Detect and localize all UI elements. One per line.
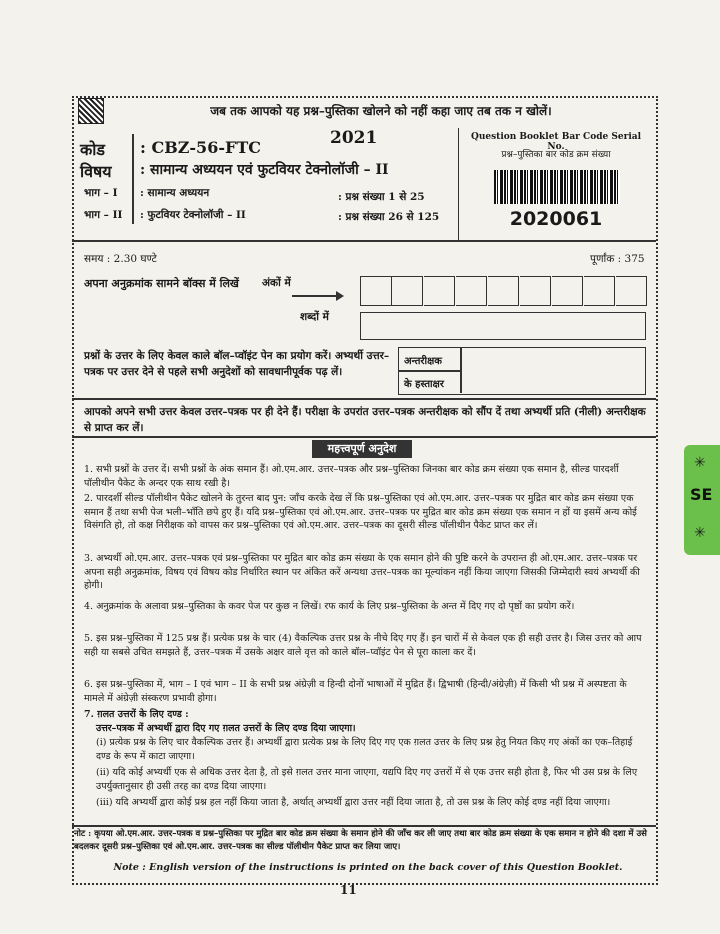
roll-words-box[interactable]	[360, 312, 646, 340]
subject-label: विषय	[80, 162, 112, 181]
subject-value: : सामान्य अध्ययन एवं फुटवियर टेक्नोलॉजी – II	[140, 162, 389, 178]
part2-label: भाग – II	[84, 209, 123, 221]
roll-words-label: शब्दों में	[300, 311, 329, 323]
arrow-icon	[292, 295, 342, 297]
instruction-item: 7. ग़लत उत्तरों के लिए दण्ड :	[84, 709, 189, 720]
sig-divider	[398, 370, 460, 372]
side-tab-label: SE	[690, 485, 713, 504]
section-rule	[72, 436, 656, 438]
instruction-item: (i) प्रत्येक प्रश्न के लिए चार वैकल्पिक उत्तर हैं। अभ्यर्थी द्वारा प्रत्येक प्रश्न के लिए दिए गए एक ग़लत उत्तर के लिए प्रश्न हेतु नियत किए गए अंकों का एक–तिहाई दण्ड के रूप में काटा जाएगा।	[96, 737, 633, 762]
top-notice: जब तक आपको यह प्रश्न–पुस्तिका खोलने को नहीं कहा जाए तब तक न खोलें।	[210, 104, 552, 118]
barcode-image	[494, 170, 620, 204]
invigilator-signature-label: के हस्ताक्षर	[404, 379, 444, 390]
code-value: : CBZ-56-FTC	[140, 138, 261, 157]
footnote: नोट : कृपया ओ.एम.आर. उत्तर–पत्रक व प्रश्न–पुस्तिका पर मुद्रित बार कोड क्रम संख्या के समान होने की जाँच कर ली जाए तथा बार कोड क्रम संख्या के एक समान न होने की दशा में उसे बदलकर दूसरी प्रश्न–पुस्तिका एवं ओ.एम.आर. उत्तर–पत्रक का सील्ड पॉलीथीन पैकेट प्राप्त कर लिया जाए।	[74, 829, 647, 852]
instructions-heading: महत्त्वपूर्ण अनुदेश	[312, 440, 412, 458]
max-marks: पूर्णांक : 375	[590, 253, 645, 265]
invigilator-label: अन्तरीक्षक	[404, 356, 442, 367]
instruction-item: उत्तर–पत्रक में अभ्यर्थी द्वारा दिए गए ग़लत उत्तरों के लिए दण्ड दिया जाएगा।	[96, 723, 356, 734]
instruction-item: 6. इस प्रश्न–पुस्तिका में, भाग – I एवं भाग – II के सभी प्रश्न अंग्रेज़ी व हिन्दी दोनों भाषाओं में मुद्रित हैं। द्विभाषी (हिन्दी/अंग्रेज़ी) में किसी भी प्रश्न में अस्पष्टता के मामले में अंग्रेज़ी संस्करण प्रभावी होगा।	[84, 679, 627, 704]
roll-digit-box[interactable]	[488, 276, 519, 306]
roll-digit-box[interactable]	[424, 276, 455, 306]
roll-digit-box[interactable]	[552, 276, 583, 306]
header-rule	[72, 240, 656, 242]
roll-digits-label: अंकों में	[262, 277, 291, 289]
barcode-subtitle: प्रश्न–पुस्तिका बार कोड क्रम संख्या	[501, 150, 611, 160]
instruction-item: 3. अभ्यर्थी ओ.एम.आर. उत्तर–पत्रक एवं प्रश्न–पुस्तिका पर मुद्रित बार कोड क्रम संख्या के एक समान होने की पुष्टि करने के उपरान्त ही ओ.एम.आर. उत्तर–पत्रक पर अपना सही अनुक्रमांक, विषय एवं विषय कोड निर्धारित स्थान पर अंकित करें अन्यथा उत्तर–पत्रक का मूल्यांकन नहीं किया जाएगा जिसकी जिम्मेदारी स्वयं अभ्यर्थी की होगी।	[84, 553, 640, 591]
roll-digit-box[interactable]	[584, 276, 615, 306]
english-note: Note : English version of the instructions is printed on the back cover of this Question Booklet.	[113, 862, 623, 873]
header-divider	[132, 134, 134, 224]
instruction-item: 5. इस प्रश्न–पुस्तिका में 125 प्रश्न हैं। प्रत्येक प्रश्न के चार (4) वैकल्पिक उत्तर प्रश्न के नीचे दिए गए हैं। इन चारों में से केवल एक ही सही उत्तर है। जिस उत्तर को आप सही या सबसे उचित समझते हैं, उत्तर–पत्रक में उसके अक्षर वाले वृत्त को काले बॉल–प्वॉइंट पेन से पूरा काला कर दें।	[84, 633, 642, 658]
time-allowed: समय : 2.30 घण्टे	[84, 253, 157, 265]
barcode-title: Question Booklet Bar Code Serial No.	[471, 132, 641, 152]
part1-questions: : प्रश्न संख्या 1 से 25	[338, 191, 425, 203]
section-rule	[72, 398, 656, 400]
part2-questions: : प्रश्न संख्या 26 से 125	[338, 211, 440, 223]
roll-digit-box[interactable]	[360, 276, 392, 306]
sig-divider-v	[460, 347, 462, 393]
roll-digit-box[interactable]	[392, 276, 423, 306]
roll-instruction: अपना अनुक्रमांक सामने बॉक्स में लिखें	[84, 277, 239, 290]
section-rule	[72, 825, 656, 827]
code-label: कोड	[80, 140, 105, 159]
instruction-item: 2. पारदर्शी सील्ड पॉलीथीन पैकेट खोलने के तुरन्त बाद पुन: जाँच करके देख लें कि प्रश्न–पुस्तिका एवं ओ.एम.आर. उत्तर–पत्रक पर मुद्रित बार कोड क्रम संख्या एक समान हैं तथा सभी पेज भली–भाँति छपे हुए हैं। यदि प्रश्न–पुस्तिका एवं ओ.एम.आर. उत्तर–पत्रक पर मुद्रित बार कोड क्रम संख्या एक समान न हों या इसमें अन्य कोई विसंगति हो, तो कक्ष निरीक्षक को वापस कर प्रश्न–पुस्तिका एवं ओ.एम.आर. उत्तर–पत्रक का दूसरी सील्ड पॉलीथीन पैकेट प्राप्त कर लें।	[84, 493, 637, 531]
star-icon: ✳	[694, 455, 706, 471]
roll-digit-box[interactable]	[616, 276, 647, 306]
page-marker: 11	[340, 883, 357, 897]
roll-digit-box[interactable]	[456, 276, 487, 306]
part2-value: : फुटवियर टेक्नोलॉजी – II	[140, 209, 246, 221]
pen-instructions: प्रश्नों के उत्तर के लिए केवल काले बॉल–प्वॉइंट पेन का प्रयोग करें। अभ्यर्थी उत्तर–पत्रक पर उत्तर देने से पहले सभी अनुदेशों को सावधानीपूर्वक पढ़ लें।	[84, 350, 390, 378]
instruction-item: (ii) यदि कोई अभ्यर्थी एक से अधिक उत्तर देता है, तो इसे ग़लत उत्तर माना जाएगा, यद्यपि दिए गए उत्तरों में से एक उत्तर सही होता है, फिर भी उस प्रश्न के लिए उपर्युक्तानुसार ही उसी तरह का दण्ड दिया जाएगा।	[96, 767, 638, 792]
qr-code	[78, 98, 104, 124]
instruction-item: 1. सभी प्रश्नों के उत्तर दें। सभी प्रश्नों के अंक समान हैं। ओ.एम.आर. उत्तर–पत्रक और प्रश्न–पुस्तिका जिनका बार कोड क्रम संख्या एक समान है, सील्ड पारदर्शी पॉलीथीन पैकेट के अन्दर एक साथ रखी है।	[84, 464, 619, 489]
instruction-item: 4. अनुक्रमांक के अलावा प्रश्न–पुस्तिका के कवर पेज पर कुछ न लिखें। रफ कार्य के लिए प्रश्न–पुस्तिका के अन्त में दिए गए दो पृष्ठों का प्रयोग करें।	[84, 601, 575, 612]
instruction-item: (iii) यदि अभ्यर्थी द्वारा कोई प्रश्न हल नहीं किया जाता है, अर्थात् अभ्यर्थी द्वारा उत्तर नहीं दिया जाता है, तो उस प्रश्न के लिए कोई दण्ड नहीं दिया जाएगा।	[96, 797, 611, 808]
barcode-number: 2020061	[509, 208, 603, 230]
part1-value: : सामान्य अध्ययन	[140, 187, 210, 199]
part1-label: भाग – I	[84, 187, 118, 199]
roll-digit-box[interactable]	[520, 276, 551, 306]
star-icon: ✳	[694, 525, 706, 541]
exam-year: 2021	[330, 128, 378, 148]
answer-sheet-note: आपको अपने सभी उत्तर केवल उत्तर–पत्रक पर ही देने हैं। परीक्षा के उपरांत उत्तर–पत्रक अन्तरीक्षक को सौंप दें तथा अभ्यर्थी प्रति (नीली) अन्तरीक्षक से प्राप्त कर लें।	[84, 406, 646, 434]
